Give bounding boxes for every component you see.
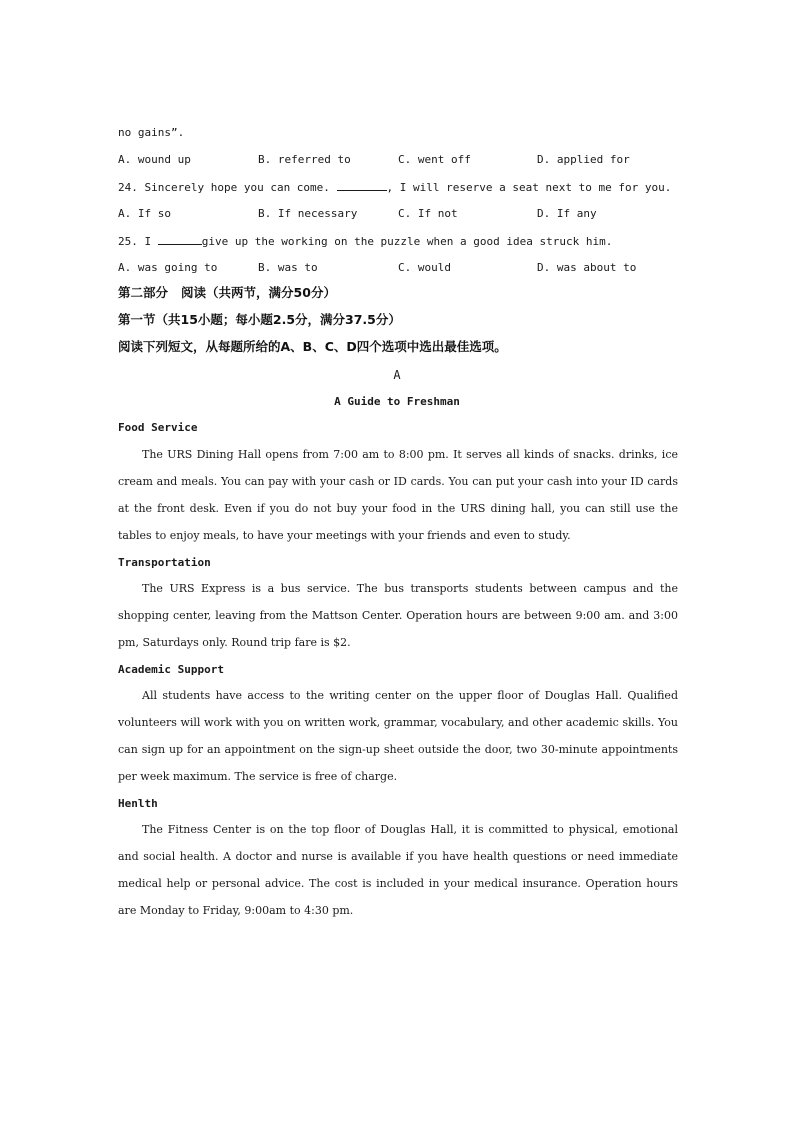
q24-option-c: C. If not [398, 207, 458, 220]
reading-instruction: 阅读下列短文，从每题所给的A、B、C、D四个选项中选出最佳选项。 [118, 339, 507, 354]
q23-option-b: B. referred to [258, 153, 351, 166]
q24-stem-end: , I will reserve a seat next to me for you. [386, 181, 672, 194]
q24-stem-start: 24. Sincerely hope you can come. [118, 181, 337, 194]
paragraph-transportation: The URS Express is a bus service. The bus transports students between campus and the shopping center, leaving from the Mattson Center. Operation hours are between 9:00 am. and 3:00 pm, Saturdays only. Round trip fare is $2. [118, 582, 678, 649]
passage-letter: A [393, 368, 401, 382]
section-heading-health: Henlth [118, 797, 158, 810]
paragraph-academic-support: All students have access to the writing center on the upper floor of Douglas Hall. Qualified volunteers will work with you on written work, grammar, vocabulary, and other academic skills. You can sign up for an appointment on the sign-up sheet outside the door, two 30-minute appointments per week maximum. The service is free of charge. [118, 689, 678, 783]
section-heading-academic: Academic Support [118, 663, 224, 676]
q23-option-d: D. applied for [537, 153, 630, 166]
passage-title: A Guide to Freshman [334, 395, 460, 408]
q25-option-a: A. was going to [118, 261, 218, 274]
q24-option-a: A. If so [118, 207, 171, 220]
paragraph-food-service: The URS Dining Hall opens from 7:00 am to 8:00 pm. It serves all kinds of snacks. drinks, ice cream and meals. You can pay with your cash or ID cards. You can put your cash into your ID cards at the front desk. Even if you do not buy your food in the URS dining hall, you can still use the tables to enjoy meals, to have your meetings with your friends and even to study. [118, 448, 678, 542]
q25-option-c: C. would [398, 261, 451, 274]
q25-blank [158, 234, 202, 245]
paragraph-health: The Fitness Center is on the top floor of Douglas Hall, it is committed to physical, emotional and social health. A doctor and nurse is available if you have health questions or need immediate medical help or personal advice. The cost is included in your medical insurance. Operation hours are Monday to Friday, 9:00am to 4:30 pm. [118, 823, 678, 917]
q24-blank [337, 180, 387, 191]
previous-question-fragment: no gains”. [118, 126, 185, 139]
q25-option-d: D. was about to [537, 261, 637, 274]
part-two-heading: 第二部分 阅读（共两节，满分50分） [118, 285, 336, 300]
q23-option-c: C. went off [398, 153, 471, 166]
q25-options [118, 261, 678, 275]
q24-option-b: B. If necessary [258, 207, 358, 220]
q25-option-b: B. was to [258, 261, 318, 274]
question-24 [118, 180, 671, 195]
section-one-heading: 第一节（共15小题；每小题2.5分，满分37.5分） [118, 312, 401, 327]
q24-option-d: D. If any [537, 207, 597, 220]
question-25 [118, 234, 612, 249]
q23-option-a: A. wound up [118, 153, 191, 166]
section-heading-food: Food Service [118, 421, 198, 434]
q25-stem-end: give up the working on the puzzle when a good idea struck him. [201, 235, 613, 248]
section-heading-transportation: Transportation [118, 556, 211, 569]
q23-options [118, 153, 678, 167]
q24-options [118, 207, 678, 221]
q25-stem-start: 25. I [118, 235, 158, 248]
